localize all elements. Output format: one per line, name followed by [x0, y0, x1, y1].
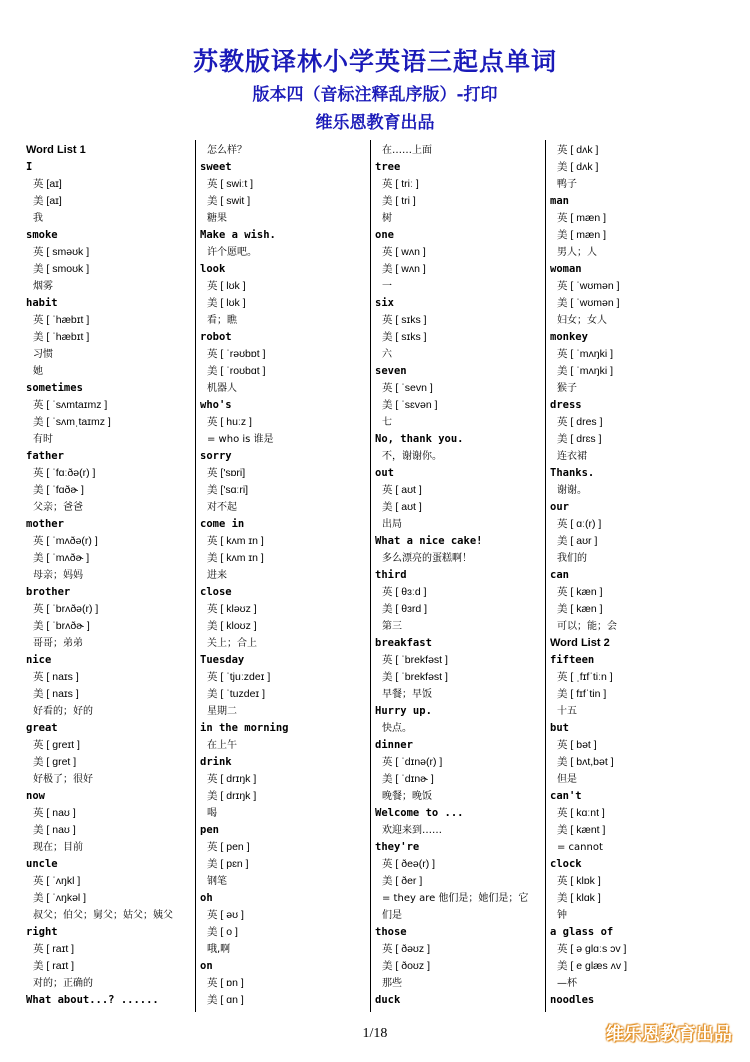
meaning-line: 我	[33, 213, 43, 224]
phonetic-line: 美 [ kʌm ɪn ]	[207, 552, 264, 564]
phonetic-line: 美 [ θɜrd ]	[382, 603, 428, 615]
meaning-line: 但是	[557, 774, 577, 785]
phonetic-line: 英 [ bət ]	[557, 739, 597, 751]
phonetic-line: 英 [ drɪŋk ]	[207, 773, 257, 785]
vocab-word: those	[375, 926, 407, 938]
meaning-line: 许个愿吧。	[207, 247, 257, 258]
phonetic-line: 英 [ mæn ]	[557, 212, 607, 224]
vocab-word: duck	[375, 994, 401, 1006]
phonetic-line: 美 [ pɛn ]	[207, 858, 249, 870]
phonetic-line: 英 [ lʊk ]	[207, 280, 246, 292]
meaning-line: 烟雾	[33, 281, 53, 292]
meaning-line: 连衣裙	[557, 451, 587, 462]
phonetic-line: 美 [ kænt ]	[557, 824, 606, 836]
phonetic-line: 美 [ ðer ]	[382, 875, 423, 887]
meaning-line: 好看的；好的	[33, 706, 93, 717]
phonetic-line: 英 [ kləʊz ]	[207, 603, 257, 615]
meaning-line: 出局	[382, 519, 402, 530]
vocab-word: a glass of	[550, 926, 614, 938]
column-divider	[370, 140, 371, 1012]
vocab-word: pen	[200, 824, 219, 836]
vocab-word: breakfast	[375, 637, 432, 649]
phonetic-line: 美 [ raɪt ]	[33, 960, 75, 972]
phonetic-line: 美 [ bʌt,bət ]	[557, 756, 614, 768]
phonetic-line: 英 [ dʌk ]	[557, 144, 599, 156]
phonetic-line: 美 [ naɪs ]	[33, 688, 79, 700]
meaning-line: 猴子	[557, 383, 577, 394]
vocab-word: can't	[550, 790, 582, 802]
phonetic-line: 美 [ gret ]	[33, 756, 77, 768]
phonetic-line: 美 [ ˈhæbɪt ]	[33, 331, 90, 343]
phonetic-line: 英 [ greɪt ]	[33, 739, 80, 751]
phonetic-line: 英 [ ˈdɪnə(r) ]	[382, 756, 443, 768]
phonetic-line: 英 [ ˈsevn ]	[382, 382, 433, 394]
phonetic-line: 英 [aɪ]	[33, 178, 62, 190]
phonetic-line: 英 [ ˈbrekfəst ]	[382, 654, 448, 666]
meaning-line: 欢迎来到……	[382, 825, 442, 836]
phonetic-line: 美 [ ˈmʌŋki ]	[557, 365, 614, 377]
meaning-line: 哥哥；弟弟	[33, 638, 83, 649]
phonetic-line: 美 [ o ]	[207, 926, 238, 938]
phonetic-line: 美 [ tri ]	[382, 195, 416, 207]
phonetic-line: 美 [ lʊk ]	[207, 297, 246, 309]
vocab-word: brother	[26, 586, 71, 598]
meaning-line: = they are 他们是；她们是；它	[382, 893, 529, 904]
phonetic-line: 美 [ dʌk ]	[557, 161, 599, 173]
meaning-line: 早餐；早饭	[382, 689, 432, 700]
phonetic-line: 英 [ raɪt ]	[33, 943, 75, 955]
phonetic-line: 英 [ swiːt ]	[207, 178, 254, 190]
meaning-line: 不，谢谢你。	[382, 451, 442, 462]
word-column-2	[200, 142, 368, 1009]
phonetic-line: 美 [ ˈsɛvən ]	[382, 399, 438, 411]
phonetic-line: 英 [ ˈmʌŋki ]	[557, 348, 614, 360]
meaning-line: 妇女；女人	[557, 315, 607, 326]
meaning-line: 习惯	[33, 349, 53, 360]
vocab-word: can	[550, 569, 569, 581]
vocab-word: close	[200, 586, 232, 598]
phonetic-line: 美 [ aʊt ]	[382, 501, 422, 513]
vocab-word: drink	[200, 756, 232, 768]
phonetic-line: 英 [ ˈhæbɪt ]	[33, 314, 90, 326]
vocab-word: on	[200, 960, 213, 972]
meaning-line: —杯	[557, 978, 577, 989]
phonetic-line: 英 [ naɪs ]	[33, 671, 79, 683]
phonetic-line: 美 [ naʊ ]	[33, 824, 76, 836]
phonetic-line: 美 [ sɪks ]	[382, 331, 427, 343]
meaning-line: 树	[382, 213, 392, 224]
meaning-line: 快点。	[382, 723, 412, 734]
meaning-line: 父亲；爸爸	[33, 502, 83, 513]
vocab-word: mother	[26, 518, 64, 530]
document-title: 苏教版译林小学英语三起点单词	[192, 47, 557, 76]
vocab-word: oh	[200, 892, 213, 904]
phonetic-line: 英 [ sməʊk ]	[33, 246, 90, 258]
phonetic-line: 英 [ ɑː(r) ]	[557, 518, 602, 530]
phonetic-line: 美 [ wʌn ]	[382, 263, 426, 275]
vocab-word: father	[26, 450, 64, 462]
meaning-line: 可以；能；会	[557, 621, 617, 632]
phonetic-line: 美 [ fɪfˈtin ]	[557, 688, 607, 700]
vocab-word: dress	[550, 399, 582, 411]
meaning-line: 第三	[382, 621, 402, 632]
meaning-line: 糖果	[207, 213, 227, 224]
phonetic-line: 英 [ ˈrəʊbɒt ]	[207, 348, 266, 360]
phonetic-line: 英 [ kɑːnt ]	[557, 807, 605, 819]
meaning-line: 钟	[557, 910, 567, 921]
phonetic-line: 美 [ kæn ]	[557, 603, 603, 615]
phonetic-line: 英 [ klɒk ]	[557, 875, 601, 887]
phonetic-line: 美 [ ˈbrʌðɚ ]	[33, 620, 90, 632]
meaning-line: 七	[382, 417, 392, 428]
meaning-line: 现在；目前	[33, 842, 83, 853]
vocab-word: monkey	[550, 331, 588, 343]
phonetic-line: 英 [ ə glɑːs ɔv ]	[557, 943, 627, 955]
phonetic-line: 英 [ ðəʊz ]	[382, 943, 430, 955]
document-subtitle: 版本四（音标注释乱序版）-打印	[252, 85, 498, 105]
vocab-word: out	[375, 467, 394, 479]
meaning-line: 钢笔	[207, 876, 227, 887]
column-divider	[545, 140, 546, 1012]
meaning-line: 鸭子	[557, 179, 577, 190]
phonetic-line: 英 [ huːz ]	[207, 416, 252, 428]
vocab-word: What a nice cake!	[375, 535, 483, 547]
vocab-word: dinner	[375, 739, 413, 751]
phonetic-line: 英 [ ˈwʊmən ]	[557, 280, 620, 292]
phonetic-line: 美 [aɪ]	[33, 195, 62, 207]
vocab-word: great	[26, 722, 58, 734]
vocab-word: man	[550, 195, 569, 207]
vocab-word: right	[26, 926, 58, 938]
phonetic-line: 英 [ kæn ]	[557, 586, 603, 598]
vocab-word: but	[550, 722, 569, 734]
phonetic-line: 美 [ aʊr ]	[557, 535, 598, 547]
word-list-heading: Word List 1	[26, 144, 86, 156]
vocab-word: I	[26, 161, 33, 173]
phonetic-line: 美 [ ˈmʌðɚ ]	[33, 552, 90, 564]
phonetic-line: 美 [ ˈfɑðɚ ]	[33, 484, 84, 496]
phonetic-line: 英 [ ɒn ]	[207, 977, 244, 989]
word-column-1	[26, 142, 194, 1009]
meaning-line: = who is 谁是	[207, 434, 274, 445]
phonetic-line: 美 [ smoʊk ]	[33, 263, 90, 275]
meaning-line: 好极了；很好	[33, 774, 93, 785]
vocab-word: sorry	[200, 450, 232, 462]
vocab-word: nice	[26, 654, 52, 666]
phonetic-line: 英 [ dres ]	[557, 416, 603, 428]
meaning-line: 关上；合上	[207, 638, 257, 649]
meaning-line: 六	[382, 349, 392, 360]
phonetic-line: 英 [ triː ]	[382, 178, 419, 190]
meaning-line: 星期二	[207, 706, 237, 717]
meaning-line: 进来	[207, 570, 227, 581]
phonetic-line: 美 [ drɛs ]	[557, 433, 602, 445]
vocab-word: Welcome to ...	[375, 807, 464, 819]
meaning-line: 男人；人	[557, 247, 597, 258]
phonetic-line: 英 [ kʌm ɪn ]	[207, 535, 264, 547]
phonetic-line: 英 [ ˈʌŋkl ]	[33, 875, 81, 887]
meaning-line: 在上午	[207, 740, 237, 751]
phonetic-line: 美 [ ˈbrekfəst ]	[382, 671, 448, 683]
phonetic-line: 美 [ ˈdɪnɚ ]	[382, 773, 434, 785]
phonetic-line: 英 [ ˈfɑːðə(r) ]	[33, 467, 96, 479]
meaning-line: 机器人	[207, 383, 237, 394]
phonetic-line: 英 ['sɒri]	[207, 467, 246, 479]
vocab-word: they're	[375, 841, 420, 853]
vocab-word: Make a wish.	[200, 229, 276, 241]
phonetic-line: 美 [ klɑk ]	[557, 892, 601, 904]
vocab-word: Hurry up.	[375, 705, 432, 717]
phonetic-line: 美 [ ɑn ]	[207, 994, 244, 1006]
vocab-word: tree	[375, 161, 401, 173]
vocab-word: sweet	[200, 161, 232, 173]
vocab-word: our	[550, 501, 569, 513]
vocab-word: third	[375, 569, 407, 581]
phonetic-line: 英 [ əʊ ]	[207, 909, 244, 921]
meaning-line: 母亲；妈妈	[33, 570, 83, 581]
phonetic-line: 美 [ ˈroʊbɑt ]	[207, 365, 266, 377]
column-divider	[195, 140, 196, 1012]
page-number: 1/18	[362, 1026, 388, 1041]
meaning-line: 晚餐；晚饭	[382, 791, 432, 802]
meaning-line: = cannot	[557, 842, 603, 853]
phonetic-line: 英 [ ˈsʌmtaɪmz ]	[33, 399, 108, 411]
vocab-word: robot	[200, 331, 232, 343]
vocab-word: now	[26, 790, 45, 802]
phonetic-line: 英 [ ˈtjuːzdeɪ ]	[207, 671, 271, 683]
phonetic-line: 英 [ naʊ ]	[33, 807, 76, 819]
vocab-word: Tuesday	[200, 654, 245, 666]
meaning-line: 有时	[33, 434, 53, 445]
phonetic-line: 英 [ ˌfɪfˈtiːn ]	[557, 671, 613, 683]
vocab-word: in the morning	[200, 722, 289, 734]
meaning-line: 多么漂亮的蛋糕啊！	[382, 553, 472, 564]
vocab-word: woman	[550, 263, 582, 275]
vocab-word: fifteen	[550, 654, 595, 666]
vocab-word: habit	[26, 297, 58, 309]
meaning-line: 喝	[207, 808, 217, 819]
vocab-word: What about...? ......	[26, 994, 159, 1006]
watermark-logo: 维乐恩教育出品	[606, 1024, 732, 1045]
meaning-line: 谢谢。	[557, 485, 587, 496]
phonetic-line: 美 [ ˈʌŋkəl ]	[33, 892, 87, 904]
meaning-line: 们是	[382, 910, 402, 921]
vocab-word: six	[375, 297, 394, 309]
phonetic-line: 英 [ ˈmʌðə(r) ]	[33, 535, 98, 547]
vocab-word: Thanks.	[550, 467, 595, 479]
phonetic-line: 美 [ kloʊz ]	[207, 620, 257, 632]
word-column-4	[550, 142, 730, 1009]
vocab-word: sometimes	[26, 382, 83, 394]
meaning-line: 哦,啊	[207, 944, 231, 955]
phonetic-line: 美 ['sɑːri]	[207, 484, 249, 496]
meaning-line: 一	[382, 281, 392, 292]
phonetic-line: 美 [ drɪŋk ]	[207, 790, 257, 802]
phonetic-line: 英 [ ˈbrʌðə(r) ]	[33, 603, 99, 615]
meaning-line: 叔父；伯父；舅父；姑父；姨父	[33, 910, 173, 921]
meaning-line: 在……上面	[382, 145, 432, 156]
publisher-line: 维乐恩教育出品	[315, 113, 435, 133]
vocab-word: seven	[375, 365, 407, 377]
meaning-line: 看；瞧	[207, 315, 237, 326]
phonetic-line: 英 [ sɪks ]	[382, 314, 427, 326]
vocab-word: who's	[200, 399, 232, 411]
vocab-word: come in	[200, 518, 245, 530]
phonetic-line: 美 [ ˈtuzdeɪ ]	[207, 688, 266, 700]
vocab-word: uncle	[26, 858, 58, 870]
phonetic-line: 美 [ e glæs ʌv ]	[557, 960, 628, 972]
phonetic-line: 英 [ aʊt ]	[382, 484, 422, 496]
phonetic-line: 美 [ ˈwʊmən ]	[557, 297, 620, 309]
phonetic-line: 美 [ ˈsʌmˌtaɪmz ]	[33, 416, 111, 428]
vocab-word: look	[200, 263, 226, 275]
meaning-line: 对不起	[207, 502, 237, 513]
word-list-heading: Word List 2	[550, 637, 610, 649]
meaning-line: 她	[33, 366, 43, 377]
vocab-word: one	[375, 229, 394, 241]
vocab-word: No, thank you.	[375, 433, 464, 445]
meaning-line: 十五	[557, 706, 577, 717]
phonetic-line: 英 [ ðeə(r) ]	[382, 858, 436, 870]
phonetic-line: 美 [ mæn ]	[557, 229, 607, 241]
meaning-line: 我们的	[557, 553, 587, 564]
phonetic-line: 英 [ θɜːd ]	[382, 586, 427, 598]
phonetic-line: 英 [ wʌn ]	[382, 246, 426, 258]
vocab-word: clock	[550, 858, 582, 870]
vocab-word: noodles	[550, 994, 595, 1006]
word-column-3	[375, 142, 543, 1009]
meaning-line: 那些	[382, 978, 402, 989]
meaning-line: 对的；正确的	[33, 978, 93, 989]
meaning-line: 怎么样？	[207, 145, 247, 156]
phonetic-line: 美 [ ðoʊz ]	[382, 960, 430, 972]
phonetic-line: 美 [ swit ]	[207, 195, 251, 207]
vocab-word: smoke	[26, 229, 58, 241]
phonetic-line: 英 [ pen ]	[207, 841, 250, 853]
